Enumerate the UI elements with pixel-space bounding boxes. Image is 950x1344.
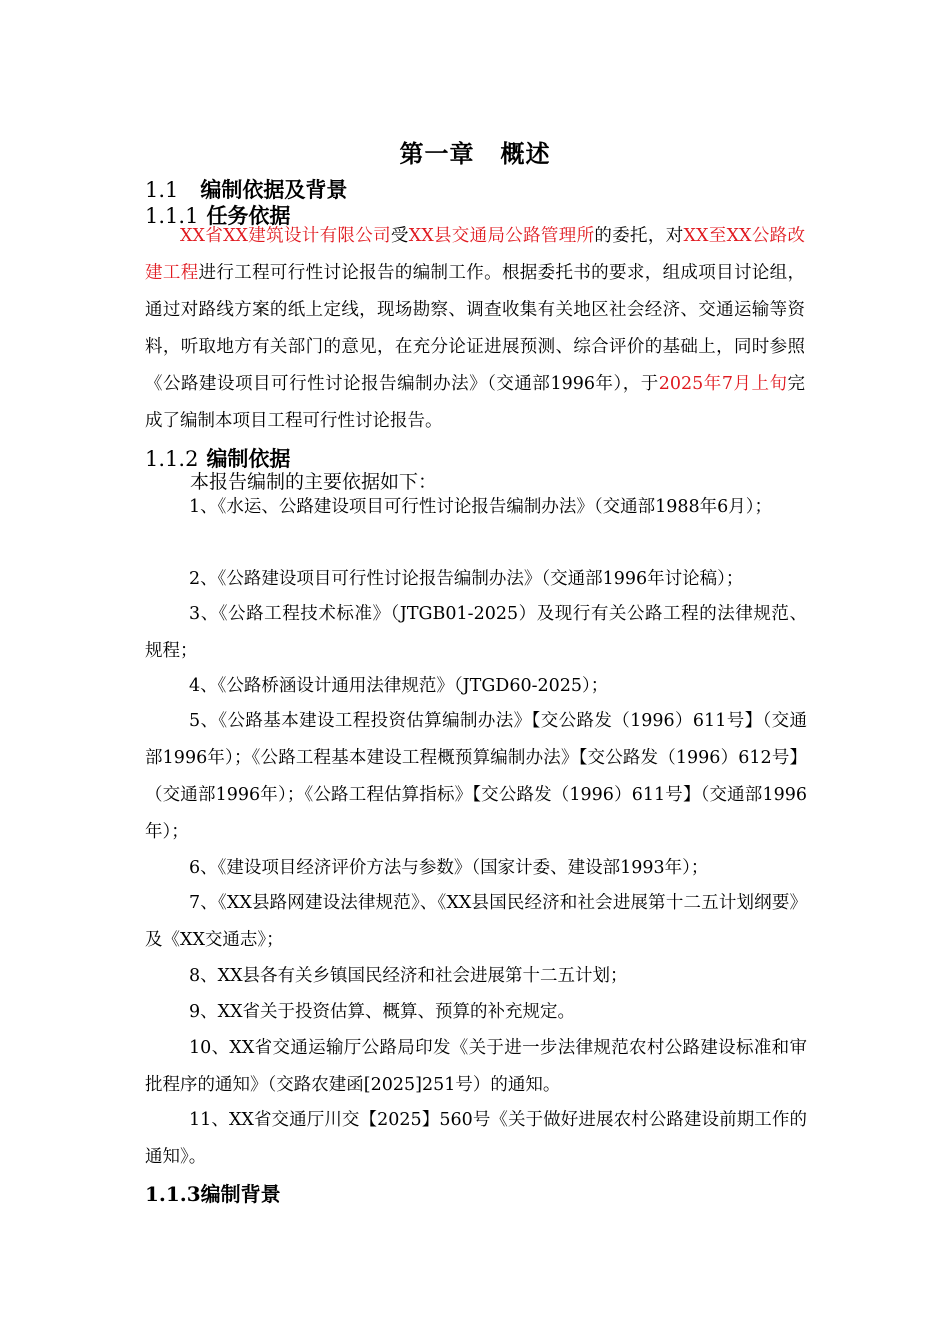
- basis-item: 6、《建设项目经济评价方法与参数》（国家计委、建设部1993年）；: [189, 858, 709, 878]
- section-title: 编制依据及背景: [200, 177, 348, 202]
- basis-item: 9、XX省关于投资估算、概算、预算的补充规定。: [189, 1002, 576, 1022]
- chapter-number: 第一章: [399, 139, 475, 168]
- text-run: 进行工程可行性讨论报告的编制工作。根据委托书的要求，组成项目讨论组，通过对路线方案的纸上定线，现场勘察、调查收集有关地区社会经济、交通运输等资料，听取地方有关部门的意见，在充分论证进展预测、综合评价的基础上，同时参照《公路建设项目可行性讨论报告编制办法》（交通部1996年），于: [145, 263, 806, 394]
- text-run: 受: [390, 226, 409, 246]
- basis-item: 4、《公路桥涵设计通用法律规范》（JTGD60-2025）；: [189, 676, 609, 696]
- section-number: 1.1: [145, 178, 179, 202]
- section-number: 1.1.2: [145, 447, 199, 471]
- completion-date: 2025年7月上旬: [658, 374, 788, 394]
- basis-item: 11、XX省交通厅川交【2025】560号《关于做好进展农村公路建设前期工作的通知》。: [145, 1110, 807, 1167]
- client-name: XX县交通局公路管理所: [408, 226, 595, 246]
- basis-item: 7、《XX县路网建设法律规范》、《XX县国民经济和社会进展第十二五计划纲要》及《XX交通志》；: [145, 893, 807, 950]
- chapter-title: [0, 134, 950, 169]
- section-title: 编制依据: [206, 446, 291, 471]
- chapter-name: 概述: [500, 139, 551, 168]
- basis-item: 3、《公路工程技术标准》（JTGB01-2025）及现行有关公路工程的法律规范、规程；: [145, 604, 807, 661]
- task-basis-paragraph: [145, 218, 805, 440]
- basis-item: 5、《公路基本建设工程投资估算编制办法》【交公路发（1996）611号】（交通部1996年）；《公路工程基本建设工程概预算编制办法》【交公路发（1996）612号】（交通部1996年）；《公路工程估算指标》【交公路发（1996）611号】（交通部1996年）；: [145, 711, 807, 842]
- section-title: 任务依据: [206, 203, 291, 228]
- text-run: 的委托，对: [594, 226, 684, 246]
- company-name: XX省XX建筑设计有限公司: [180, 226, 391, 246]
- text-run: 完成了编制本项目工程可行性讨论报告。: [145, 374, 805, 431]
- basis-item: 10、XX省交通运输厅公路局印发《关于进一步法律规范农村公路建设标准和审批程序的通知》（交路农建函[2025]251号）的通知。: [145, 1038, 807, 1095]
- basis-item: 1、《水运、公路建设项目可行性讨论报告编制办法》（交通部1988年6月）；: [189, 497, 773, 517]
- section-number: 1.1.1: [145, 204, 199, 228]
- basis-item: 8、XX县各有关乡镇国民经济和社会进展第十二五计划；: [189, 966, 628, 986]
- section-heading-1-1-3: 1.1.3编制背景: [145, 1182, 281, 1206]
- project-name: XX至XX公路改建工程: [145, 226, 805, 283]
- basis-intro: 本报告编制的主要依据如下：: [190, 471, 438, 493]
- basis-item: 2、《公路建设项目可行性讨论报告编制办法》（交通部1996年讨论稿）；: [189, 569, 744, 589]
